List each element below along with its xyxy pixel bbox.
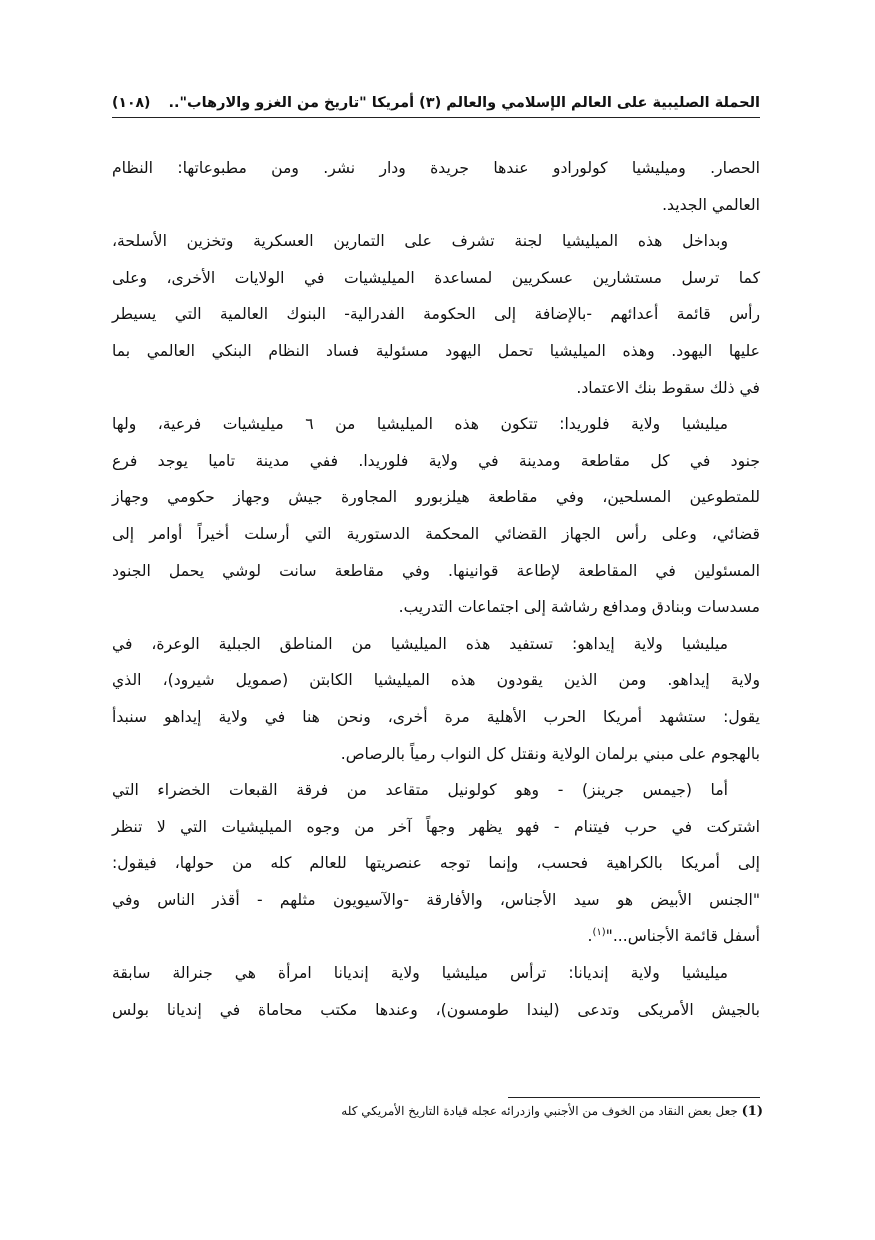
text-line: عليها اليهود. وهذه الميليشيا تحمل اليهود مسئولية فساد النظام البنكي العالمي بما — [112, 341, 760, 360]
text-line: أسفل قائمة الأجناس..." — [605, 927, 760, 946]
text-line: قضائي، وعلى رأس الجهاز القضائي المحكمة الدستورية التي أرسلت أخيراً أوامر إلى — [112, 524, 760, 543]
quote-end-line: أسفل قائمة الأجناس..."$^{(١)}$. — [587, 927, 760, 946]
footnote — [203, 1104, 763, 1119]
text-line: رأس قائمة أعدائهم -بالإضافة إلى الحكومة الفدرالية- البنوك العالمية التي يسيطر — [112, 305, 760, 324]
text-line: ميليشيا ولاية إيداهو: تستفيد هذه الميليشيا من المناطق الجبلية الوعرة، في — [112, 634, 728, 653]
text-line: "الجنس الأبيض هو سيد الأجناس، والأفارقة -والآسيويون مثلهم - أقذر الناس وفي — [112, 890, 760, 909]
text-line: العالمي الجديد. — [662, 195, 760, 214]
text-line: مسدسات وبنادق ومدافع رشاشة إلى اجتماعات التدريب. — [398, 598, 760, 617]
text-line: للمتطوعين المسلحين، وفي مقاطعة هيلزبورو المجاورة جيش وجهاز حكومي وجهاز — [112, 488, 760, 507]
text-line: وبداخل هذه الميليشيا لجنة تشرف على التمارين العسكرية وتخزين الأسلحة، — [112, 232, 728, 251]
footnote-separator — [508, 1097, 760, 1098]
text-line: المسئولين في المقاطعة لإطاعة قوانينها. وفي مقاطعة سانت لوشي يحمل الجنود — [112, 561, 760, 580]
text-line: بالهجوم على مبني برلمان الولاية ونقتل كل النواب رمياً بالرصاص. — [340, 744, 760, 763]
running-header — [112, 88, 760, 118]
body-text — [112, 150, 760, 1028]
text-line: في ذلك سقوط بنك الاعتماد. — [576, 378, 760, 397]
footnote-text: جعل بعض النقاد من الخوف من الأجنبي وازدرائه عجله قيادة التاريخ الأمريكي كله — [341, 1104, 738, 1118]
text-line: ولاية إيداهو. ومن الذين يقودون هذه الميليشيا الكابتن (صمويل شيرود)، الذي — [112, 671, 760, 690]
text-line: يقول: ستشهد أمريكا الحرب الأهلية مرة أخرى، ونحن هنا في ولاية إيداهو سنبدأ — [112, 707, 760, 726]
footnote-reference[interactable]: (١) — [592, 927, 606, 939]
header-title: الحملة الصليبية على العالم الإسلامي والعالم (٣) أمريكا "تاريخ من الغزو والارهاب".. — [168, 94, 760, 111]
text-line: أما (جيمس جرينز) - وهو كولونيل متقاعد من فرقة القبعات الخضراء التي — [112, 781, 728, 800]
text-line: ميليشيا ولاية إنديانا: ترأس ميليشيا ولاية إنديانا امرأة هي جنرالة سابقة — [112, 964, 728, 983]
text-line: بالجيش الأمريكى وتدعى (ليندا طومسون)، وعندها مكتب محاماة في إنديانا بولس — [112, 1000, 760, 1019]
text-line: الحصار. وميليشيا كولورادو عندها جريدة ودار نشر. ومن مطبوعاتها: النظام — [112, 159, 760, 177]
text-line: كما ترسل مستشارين عسكريين لمساعدة الميليشيات في الولايات الأخرى، وعلى — [112, 268, 760, 287]
text-line: إلى أمريكا بالكراهية فحسب، وإنما توجه عنصريتها للعالم كله من حولها، فيقول: — [112, 854, 760, 873]
page-number: (١٠٨) — [112, 94, 151, 111]
footnote-number: (1) — [741, 1104, 763, 1119]
text-line: اشتركت في حرب فيتنام - فهو يظهر وجهاً آخر من وجوه الميليشيات التي لا تنظر — [112, 817, 760, 836]
text-line: ميليشيا ولاية فلوريدا: تتكون هذه الميليشيا من ٦ ميليشيات فرعية، ولها — [112, 415, 728, 434]
text-line: جنود في كل مقاطعة ومدينة في ولاية فلوريدا. ففي مدينة تاميا يوجد فرع — [112, 451, 760, 470]
